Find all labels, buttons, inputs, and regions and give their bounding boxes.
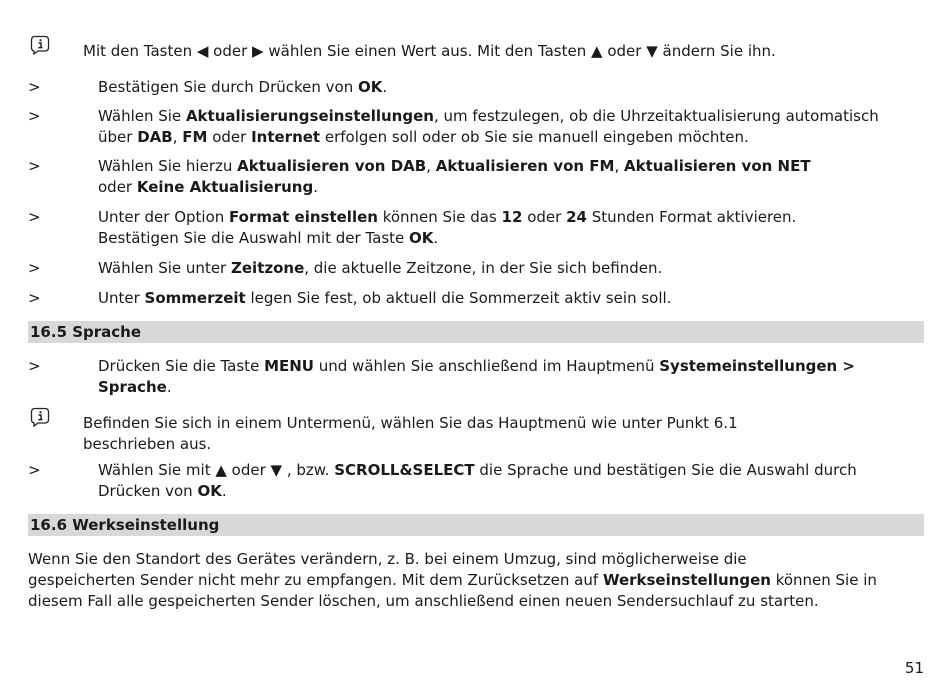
note-text: Mit den Tasten ◀ oder ▶ wählen Sie einen Wert aus. Mit den Tasten ▲ oder ▼ ändern Sie ihn. <box>83 42 776 60</box>
paragraph: Wenn Sie den Standort des Gerätes verändern, z. B. bei einem Umzug, sind möglicherweise die gespeicherten Sender nicht mehr zu empfangen. Mit dem Zurücksetzen auf Werkseinstellungen können Sie in diesem Fall alle gespeicherten Sender löschen, um anschließend einen neuen Sendersuchlauf zu starten. <box>28 550 877 610</box>
left-arrow-icon: ◀ <box>196 42 209 60</box>
up-arrow-icon: ▲ <box>215 461 227 479</box>
list-marker: > <box>28 78 41 96</box>
section-heading-sprache: 16.5 Sprache <box>28 321 924 343</box>
list-item-text: Wählen Sie mit ▲ oder ▼ , bzw. SCROLL&SELECT die Sprache und bestätigen Sie die Auswahl durch Drücken von OK. <box>98 461 857 500</box>
list-marker: > <box>28 289 41 307</box>
list-item-text: Unter der Option Format einstellen können Sie das 12 oder 24 Stunden Format aktivieren. Bestätigen Sie die Auswahl mit der Taste OK. <box>98 208 797 247</box>
list-item-text: Bestätigen Sie durch Drücken von OK. <box>98 78 388 96</box>
list-marker: > <box>28 259 41 277</box>
list-item-text: Wählen Sie Aktualisierungseinstellungen, um festzulegen, ob die Uhrzeitaktualisierung automatisch über DAB, FM oder Internet erfolgen soll oder ob Sie sie manuell eingeben möchten. <box>98 107 879 146</box>
list-item-text: Wählen Sie hierzu Aktualisieren von DAB, Aktualisieren von FM, Aktualisieren von NET oder Keine Aktualisierung. <box>98 157 811 196</box>
note-text: Befinden Sie sich in einem Untermenü, wählen Sie das Hauptmenü wie unter Punkt 6.1 beschrieben aus. <box>83 414 738 453</box>
list-marker: > <box>28 461 41 479</box>
info-icon <box>30 35 50 55</box>
right-arrow-icon: ▶ <box>252 42 264 60</box>
section-heading-werkseinstellung: 16.6 Werkseinstellung <box>28 514 924 536</box>
list-marker: > <box>28 157 41 175</box>
list-marker: > <box>28 208 41 226</box>
down-arrow-icon: ▼ <box>646 42 658 60</box>
list-item-text: Wählen Sie unter Zeitzone, die aktuelle Zeitzone, in der Sie sich befinden. <box>98 259 663 277</box>
list-marker: > <box>28 107 41 125</box>
list-item-text: Unter Sommerzeit legen Sie fest, ob aktuell die Sommerzeit aktiv sein soll. <box>98 289 672 307</box>
up-arrow-icon: ▲ <box>591 42 603 60</box>
page-number: 51 <box>904 659 924 677</box>
list-marker: > <box>28 357 41 375</box>
list-item-text: Drücken Sie die Taste MENU und wählen Sie anschließend im Hauptmenü Systemeinstellungen > Sprache. <box>98 357 856 396</box>
info-icon <box>30 407 50 427</box>
down-arrow-icon: ▼ <box>270 461 283 479</box>
